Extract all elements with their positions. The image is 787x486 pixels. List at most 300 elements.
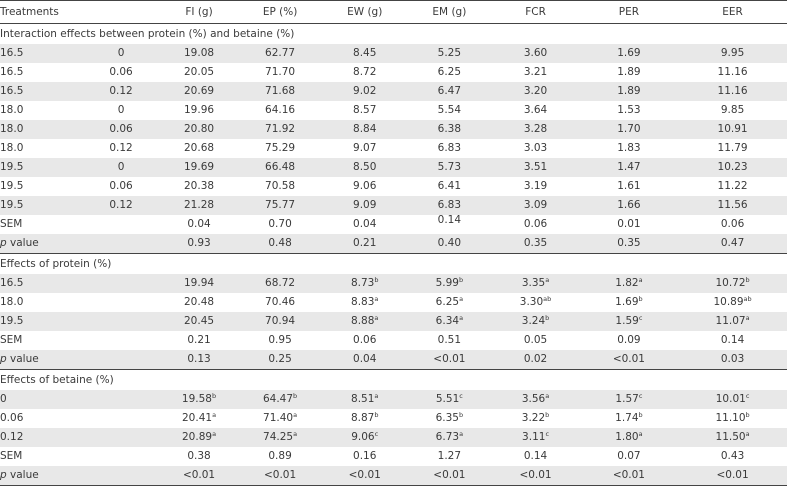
value-cell (678, 158, 787, 177)
value-cell (491, 447, 579, 466)
value-cell (238, 82, 322, 101)
cell-value: 5.73 (437, 161, 462, 173)
cell-value: 10.23 (717, 161, 748, 173)
significance-letter: b (458, 276, 464, 284)
value-cell (580, 139, 679, 158)
value-cell (491, 82, 579, 101)
cell-value: 0.70 (268, 218, 292, 230)
cell-value: 0.40 (437, 237, 462, 249)
section-title: Interaction effects between protein (%) and betaine (%) (0, 24, 787, 45)
value-cell (322, 390, 407, 409)
table-row (0, 158, 787, 177)
value-cell (491, 139, 579, 158)
significance-letter: a (459, 295, 464, 303)
betaine-level: 0.12 (109, 142, 133, 154)
significance-letter: b (745, 276, 750, 284)
section-title: Effects of betaine (%) (0, 370, 787, 391)
value-cell (580, 447, 679, 466)
cell-value: 10.89 (713, 296, 744, 308)
cell-value: 1.89 (617, 66, 641, 78)
value-cell (580, 293, 679, 312)
value-cell (238, 331, 322, 350)
cell-value: <0.01 (612, 469, 645, 481)
value-cell (491, 390, 579, 409)
cell-value: <0.01 (182, 469, 216, 481)
value-cell (407, 234, 491, 254)
value-cell (238, 447, 322, 466)
header-em: EM (g) (432, 6, 467, 18)
cell-value: 11.22 (717, 180, 748, 192)
significance-letter: a (374, 295, 379, 303)
value-cell (580, 312, 679, 331)
significance-letter: a (745, 314, 750, 322)
significance-letter: a (545, 392, 550, 400)
value-cell (678, 215, 787, 234)
header-treatments: Treatments (0, 6, 59, 18)
cell-value: 11.16 (717, 85, 748, 97)
betaine-level: 0 (82, 158, 160, 177)
cell-value: 1.47 (617, 161, 641, 173)
protein-level: 19.5 (0, 180, 24, 192)
cell-value: 19.94 (184, 277, 215, 289)
significance-letter: ab (743, 295, 752, 303)
significance-letter: b (745, 411, 750, 419)
cell-value: 1.53 (617, 104, 641, 116)
cell-value: 6.83 (437, 142, 462, 154)
cell-value: 6.35 (435, 412, 459, 424)
cell-value: 3.22 (521, 412, 546, 424)
value-cell (238, 44, 322, 63)
cell-value: 1.89 (617, 85, 641, 97)
value-cell (160, 63, 238, 82)
value-cell (678, 274, 787, 293)
betaine-level: 0.06 (0, 412, 24, 424)
header-ew: EW (g) (347, 6, 383, 18)
table-row (0, 120, 787, 139)
protein-level: 16.5 (0, 274, 160, 293)
protein-level: 19.5 (0, 158, 82, 177)
value-cell (580, 82, 679, 101)
value-cell (160, 390, 238, 409)
significance-letter: c (545, 430, 550, 438)
table-row (0, 196, 787, 215)
value-cell (491, 63, 579, 82)
cell-value: 8.87 (350, 412, 375, 424)
table-row (0, 139, 787, 158)
cell-value: 71.92 (265, 123, 296, 135)
sem-row (0, 447, 787, 466)
cell-value: <0.01 (433, 353, 466, 365)
cell-value: 0.04 (187, 218, 211, 230)
value-cell (407, 274, 491, 293)
cell-value: 0.95 (268, 334, 292, 346)
significance-letter: b (458, 411, 464, 419)
value-cell (491, 215, 579, 234)
table-row (0, 409, 787, 428)
value-cell (491, 409, 579, 428)
value-cell (238, 234, 322, 254)
cell-value: 20.89 (182, 431, 213, 443)
value-cell (160, 350, 238, 370)
value-cell (580, 196, 679, 215)
cell-value: 0.51 (437, 334, 462, 346)
cell-value: 0.21 (353, 237, 377, 249)
cell-value: 1.69 (615, 296, 639, 308)
section-interaction (0, 24, 787, 45)
table-row (0, 390, 787, 409)
p-symbol: p (0, 237, 7, 249)
value-cell (678, 466, 787, 486)
cell-value: 66.48 (265, 161, 296, 173)
header-fi: FI (g) (185, 6, 213, 18)
table-row (0, 428, 787, 447)
cell-value: <0.01 (716, 469, 749, 481)
value-cell (407, 293, 491, 312)
cell-value: 0.38 (187, 450, 211, 462)
significance-letter: b (638, 295, 643, 303)
value-cell (678, 63, 787, 82)
cell-value: 3.24 (521, 315, 546, 327)
significance-letter: b (374, 411, 379, 419)
p-value-label (0, 350, 160, 370)
significance-letter: a (374, 314, 379, 322)
cell-value: 5.25 (437, 47, 462, 59)
cell-value: 8.88 (351, 315, 375, 327)
cell-value: 5.51 (435, 393, 460, 405)
cell-value: 3.09 (523, 199, 548, 211)
cell-value: 8.83 (351, 296, 375, 308)
cell-value: 11.07 (715, 315, 746, 327)
significance-letter: a (638, 276, 643, 284)
value-cell (678, 312, 787, 331)
significance-letter: b (545, 314, 550, 322)
cell-value: 0.05 (523, 334, 548, 346)
cell-value: 71.68 (265, 85, 296, 97)
value-cell (580, 215, 679, 234)
cell-value: 0.14 (523, 450, 548, 462)
section-betaine (0, 370, 787, 391)
cell-value: 21.28 (184, 199, 215, 211)
cell-value: 8.72 (353, 66, 377, 78)
header-eer: EER (722, 6, 743, 18)
cell-value: 0.43 (720, 450, 745, 462)
cell-value: 0.09 (617, 334, 641, 346)
p-value-row (0, 234, 787, 254)
protein-level: 19.5 (0, 312, 160, 331)
value-cell (160, 44, 238, 63)
value-cell (238, 101, 322, 120)
value-cell (580, 101, 679, 120)
significance-letter: a (459, 430, 464, 438)
value-cell (238, 177, 322, 196)
value-cell (580, 274, 679, 293)
cell-value: 5.99 (435, 277, 459, 289)
value-cell (407, 196, 491, 215)
significance-letter: a (212, 411, 217, 419)
cell-value: 10.01 (715, 393, 746, 405)
p-value-row (0, 466, 787, 486)
value-cell (491, 120, 579, 139)
table-body (0, 24, 787, 486)
sem-label: SEM (0, 218, 23, 230)
cell-value: 19.96 (184, 104, 215, 116)
value-cell (160, 428, 238, 447)
cell-value: 74.25 (263, 431, 294, 443)
value-cell (322, 44, 407, 63)
value-cell (580, 120, 679, 139)
significance-letter: a (638, 430, 643, 438)
sem-row (0, 215, 787, 234)
value-cell (580, 44, 679, 63)
cell-value: 3.21 (523, 66, 548, 78)
cell-value: 20.45 (184, 315, 215, 327)
section-protein (0, 254, 787, 275)
value-cell (580, 409, 679, 428)
value-cell (491, 331, 579, 350)
significance-letter: c (374, 430, 379, 438)
table-row (0, 293, 787, 312)
value-cell (580, 390, 679, 409)
value-cell (407, 350, 491, 370)
value-cell (407, 101, 491, 120)
betaine-level: 0 (0, 390, 160, 409)
value-cell (678, 350, 787, 370)
cell-value: 3.56 (521, 393, 546, 405)
value-cell (407, 428, 491, 447)
value-cell (238, 312, 322, 331)
cell-value: 0.35 (523, 237, 548, 249)
value-cell (322, 82, 407, 101)
cell-value: 1.70 (617, 123, 641, 135)
value-cell (160, 447, 238, 466)
significance-letter: c (745, 392, 750, 400)
cell-value: 70.58 (265, 180, 296, 192)
significance-letter: b (211, 392, 217, 400)
cell-value: 0.06 (353, 334, 377, 346)
cell-value: 6.47 (437, 85, 462, 97)
cell-value: 1.69 (617, 47, 641, 59)
protein-level: 19.5 (0, 196, 82, 215)
cell-value: 8.57 (353, 104, 377, 116)
significance-letter: c (638, 314, 643, 322)
cell-value: 0.06 (720, 218, 745, 230)
section-title: Effects of protein (%) (0, 254, 787, 275)
protein-level: 16.5 (0, 66, 24, 78)
protein-level: 16.5 (0, 44, 82, 63)
cell-value: 3.03 (523, 142, 548, 154)
significance-letter: a (459, 314, 464, 322)
table-row (0, 44, 787, 63)
p-symbol: p (0, 353, 7, 365)
value-cell (407, 120, 491, 139)
sem-label: SEM (0, 334, 23, 346)
value-cell (407, 409, 491, 428)
value-cell (678, 331, 787, 350)
significance-letter: b (293, 392, 298, 400)
cell-value: 0.21 (187, 334, 211, 346)
value-cell (407, 447, 491, 466)
significance-letter: a (212, 430, 217, 438)
cell-value: 19.08 (184, 47, 215, 59)
cell-value: 1.61 (617, 180, 641, 192)
value-cell (160, 139, 238, 158)
cell-value: 9.02 (353, 85, 377, 97)
protein-level: 16.5 (0, 82, 82, 101)
cell-value: <0.01 (348, 469, 381, 481)
value-cell (322, 350, 407, 370)
cell-value: 9.85 (720, 104, 745, 116)
significance-letter: ab (543, 295, 552, 303)
value-cell (238, 390, 322, 409)
value-cell (580, 466, 679, 486)
value-cell (160, 158, 238, 177)
header-per: PER (618, 6, 640, 18)
table-row (0, 63, 787, 82)
cell-value: 3.19 (523, 180, 548, 192)
cell-value: 6.83 (437, 199, 462, 211)
value-cell (678, 196, 787, 215)
value-cell (322, 428, 407, 447)
value-cell (160, 312, 238, 331)
cell-value: 9.95 (720, 47, 745, 59)
p-value-label (0, 466, 160, 486)
value-cell (160, 82, 238, 101)
value-cell (322, 312, 407, 331)
cell-value: 19.58 (181, 393, 212, 405)
value-cell (322, 215, 407, 234)
value-cell (407, 82, 491, 101)
cell-value: 9.06 (351, 431, 375, 443)
value-cell (160, 274, 238, 293)
value-cell (238, 215, 322, 234)
value-cell (238, 63, 322, 82)
cell-value: 11.79 (717, 142, 748, 154)
cell-value: 71.40 (263, 412, 294, 424)
value-cell (678, 428, 787, 447)
cell-value: 0.13 (187, 353, 211, 365)
betaine-level: 0.06 (109, 180, 133, 192)
cell-value: 8.84 (353, 123, 377, 135)
cell-value: 71.70 (265, 66, 296, 78)
value-cell (491, 196, 579, 215)
value-cell (407, 44, 491, 63)
value-cell (407, 215, 491, 234)
p-suffix: value (6, 469, 39, 481)
cell-value: 8.45 (353, 47, 377, 59)
betaine-level: 0.12 (0, 428, 160, 447)
value-cell (407, 158, 491, 177)
significance-letter: a (293, 430, 298, 438)
value-cell (491, 350, 579, 370)
value-cell (322, 234, 407, 254)
cell-value: 75.77 (265, 199, 296, 211)
value-cell (322, 466, 407, 486)
value-cell (238, 274, 322, 293)
value-cell (580, 234, 679, 254)
cell-value: 1.27 (437, 450, 462, 462)
cell-value: 0.02 (523, 353, 548, 365)
p-symbol: p (0, 469, 7, 481)
value-cell (238, 409, 322, 428)
cell-value: 6.25 (437, 66, 462, 78)
cell-value: 3.11 (522, 431, 546, 443)
value-cell (491, 293, 579, 312)
cell-value: 9.06 (353, 180, 377, 192)
value-cell (238, 196, 322, 215)
cell-value: 68.72 (265, 277, 296, 289)
significance-letter: a (545, 276, 550, 284)
cell-value: 64.47 (262, 393, 294, 405)
cell-value: 9.09 (353, 199, 377, 211)
significance-letter: a (293, 411, 298, 419)
value-cell (238, 428, 322, 447)
value-cell (407, 177, 491, 196)
cell-value: 0.06 (523, 218, 548, 230)
value-cell (580, 350, 679, 370)
value-cell (407, 331, 491, 350)
cell-value: 3.35 (521, 277, 546, 289)
cell-value: 20.48 (184, 296, 215, 308)
value-cell (678, 177, 787, 196)
value-cell (407, 63, 491, 82)
cell-value: <0.01 (519, 469, 552, 481)
cell-value: 0.93 (187, 237, 211, 249)
value-cell (322, 409, 407, 428)
value-cell (238, 158, 322, 177)
value-cell (238, 120, 322, 139)
value-cell (322, 331, 407, 350)
cell-value: <0.01 (612, 353, 645, 365)
cell-value: 0.14 (437, 214, 462, 226)
value-cell (322, 447, 407, 466)
cell-value: 11.56 (717, 199, 748, 211)
cell-value: <0.01 (263, 469, 297, 481)
cell-value: 3.51 (523, 161, 548, 173)
value-cell (238, 139, 322, 158)
p-value-label (0, 234, 160, 254)
value-cell (491, 44, 579, 63)
value-cell (491, 274, 579, 293)
cell-value: 1.82 (615, 277, 639, 289)
value-cell (322, 293, 407, 312)
value-cell (678, 234, 787, 254)
value-cell (580, 177, 679, 196)
cell-value: 6.73 (435, 431, 460, 443)
cell-value: 3.20 (523, 85, 548, 97)
cell-value: 0.48 (268, 237, 292, 249)
cell-value: 6.41 (437, 180, 462, 192)
cell-value: 3.60 (523, 47, 548, 59)
header-ep: EP (%) (262, 6, 298, 18)
cell-value: 0.47 (720, 237, 745, 249)
value-cell (678, 390, 787, 409)
value-cell (491, 234, 579, 254)
value-cell (322, 274, 407, 293)
cell-value: 75.29 (265, 142, 296, 154)
value-cell (580, 428, 679, 447)
cell-value: 6.25 (435, 296, 460, 308)
protein-level: 18.0 (0, 142, 24, 154)
cell-value: 0.07 (617, 450, 641, 462)
value-cell (678, 447, 787, 466)
value-cell (322, 63, 407, 82)
betaine-level: 0.06 (82, 120, 160, 139)
value-cell (678, 409, 787, 428)
cell-value: 0.01 (617, 218, 641, 230)
value-cell (238, 293, 322, 312)
table-row (0, 101, 787, 120)
cell-value: 0.03 (720, 353, 745, 365)
